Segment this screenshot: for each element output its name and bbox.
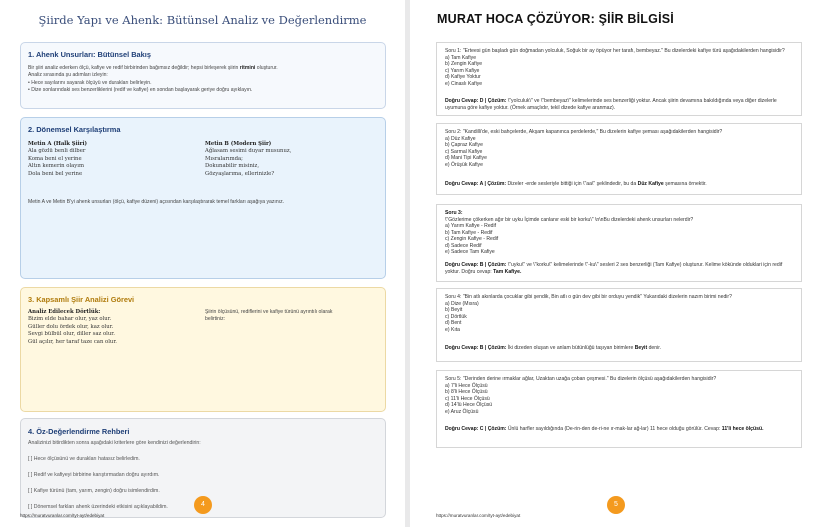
option: d) Bent <box>445 320 462 326</box>
option: a) 7'li Hece Ölçüsü <box>445 382 488 389</box>
analysis-poem <box>28 309 117 346</box>
question-text: Soru 5: "Derinden derine ırmaklar ağlar, Uzaktan uzağa çoban çeşmesi." Bu dizelerin ölçüsü aşağıdakilerden hangisidir? a) 7'li Hece Ölçüsü b) 8'li Hece Ölçüsü c) 11'li Hece Ölçüsü d) 14'lü Hece Ölçüsü e) Aruz Ölçüsü <box>445 376 795 415</box>
page-title: Şiirde Yapı ve Ahenk: Bütünsel Analiz ve Değerlendirme <box>38 13 367 27</box>
poem-title: Analiz Edilecek Dörtlük: <box>28 309 101 315</box>
option: b) Beyit <box>445 307 463 313</box>
answer-text: Doğru Cevap: B | Çözüm: İki dizeden oluşan ve anlam bütünlüğü taşıyan birimlere Beyit denir. <box>445 345 662 351</box>
question-text: Soru 1: "Erteesi gün başladı gün doğmadan yolculuk, Soğuk bir ay öpüyor her tarafı, bembeyaz." Bu dizelerdeki kafiye türü aşağıdakilerden hangisidir? a) Tam Kafiye b) Zengin Kafiye c) Yarım Kafiye d) Kafiye Yoktur e) Cinaslı Kafiye <box>445 48 795 87</box>
answer-text: Doğru Cevap: D | Çözüm: \"yolculuk\" ve \"bembeyaz\" kelimelerinde ses benzerliği yoktur. Ancak şiirin devamına bakıldığında veya diğer dizelerle uyumuna göre kafiye yoktur. (Örnek amaçlıdır, tekil dizede kafiye aranmaz). <box>445 98 777 111</box>
poem-title: Metin A (Halk Şiiri) <box>28 141 87 147</box>
bullet-item: • Dize sonlarındaki ses benzerliklerini (redif ve kafiye) en sondan başlayarak geriye doğru ayıklayın. <box>28 86 253 93</box>
page-left <box>0 0 405 527</box>
question-text: Soru 3: \"Gözlerime çökerken ağır bir uyku İçimde canlanır eski bir korku\" \n\nBu dizelerdeki ahenk unsurları nelerdir? a) Yarım Kafiye - Redif b) Tam Kafiye - Redif c) Zengin Kafiye - Redif d) Sadece Redif e) Sadece Tam Kafiye <box>445 210 795 256</box>
page-title: MURAT HOCA ÇÖZÜYOR: ŞİİR BİLGİSİ <box>437 12 674 26</box>
bullet-item: • Hece sayılarını sayarak ölçüyü ve durakları belirleyin. <box>28 79 152 86</box>
section-heading: 2. Dönemsel Karşılaştırma <box>28 125 121 134</box>
task-text: Şiirin ölçüsünü, rediflerini ve kafiye türünü ayrıntılı olarak belirtiniz: <box>205 309 333 323</box>
poem-b <box>205 141 291 178</box>
poem-title: Metin B (Modern Şiir) <box>205 141 272 147</box>
checklist-item[interactable]: [ ] Hece ölçüsünü ve durakları hatasız belirledim. <box>28 456 140 462</box>
answer-text: Doğru Cevap: B | Çözüm: \"uyku\" ve \"korku\" kelimelerinde \"-ku\" sesleri 2 ses benzerliği (Tam Kafiye) oluşturur. Kelime kökünde olduklari için redif yoktur. Doğru cevap: Tam Kafiye. <box>445 262 783 275</box>
section-heading: 1. Ahenk Unsurları: Bütünsel Bakış <box>28 50 151 59</box>
option: d) 14'lü Hece Ölçüsü <box>445 402 493 408</box>
question-card <box>436 204 802 282</box>
option: a) Düz Kafiye <box>445 135 476 142</box>
poem-line: Ağlasam sesimi duyar musunuz, <box>205 148 292 155</box>
section-body <box>28 65 378 94</box>
option: d) Mani Tipi Kafiye <box>445 155 487 161</box>
option: d) Sadece Redif <box>445 242 482 249</box>
option: b) Tam Kafiye - Redif <box>445 229 493 236</box>
option: c) Yarım Kafiye <box>445 67 480 74</box>
poem-line: Altın kemerin olayım <box>28 163 85 170</box>
poem-line: Sevgi bülbül olur, diller saz olur. <box>28 331 115 338</box>
question-card <box>436 42 802 116</box>
poem-a <box>28 141 87 178</box>
checklist-item[interactable]: [ ] Redif ve kafiyeyi birbirine karıştırmadan doğru ayırdım. <box>28 472 160 478</box>
page-number-badge: 5 <box>607 496 625 514</box>
paragraph: Bir şiiri analiz ederken ölçü, kafiye ve redif birbirinden bağımsız değildir; hepsi birleşerek şiirin ritmini oluşturur. <box>28 65 278 71</box>
section-heading: 3. Kapsamlı Şiir Analizi Görevi <box>28 295 135 304</box>
checklist-item[interactable]: [ ] Dönemsel farkları ahenk üzerindeki etkisini açıklayabildim. <box>28 504 168 510</box>
option: c) Zengin Kafiye - Redif <box>445 236 499 242</box>
section-kapsamli <box>20 287 386 412</box>
question-card <box>436 123 802 195</box>
option: b) Zengin Kafiye <box>445 61 483 67</box>
option: a) Tam Kafiye <box>445 54 477 61</box>
section-heading: 4. Öz-Değerlendirme Rehberi <box>28 427 130 436</box>
option: e) Sadece Tam Kafiye <box>445 249 495 255</box>
question-text: Soru 4: "Bin atlı akınlarda çocuklar gibi şendik, Bin atlı o gün dev gibi bir orduyu yendik" Yukarıdaki dizelerin nazım birimi nedir? a) Dize (Mısra) b) Beyit c) Dörtlük d) Bent e) Kıta <box>445 294 795 333</box>
option: a) Dize (Mısra) <box>445 300 479 307</box>
page-number-badge: 4 <box>194 496 212 514</box>
option: e) Kıta <box>445 326 461 333</box>
paragraph: Analiz sırasında şu adımları izleyin: <box>28 72 108 79</box>
poem-line: Gül açılır, her taraf taze can olur. <box>28 338 117 345</box>
instruction-text: Metin A ve Metin B'yi ahenk unsurları (ölçü, kafiye düzeni) açısından karşılaştırarak temel farkları aşağıya yazınız. <box>28 199 285 205</box>
option: e) Aruz Ölçüsü <box>445 408 479 415</box>
poem-line: Dokunabilir misiniz, <box>205 163 260 170</box>
option: a) Yarım Kafiye - Redif <box>445 223 497 229</box>
footer-url[interactable]: https://muratvuranlar.com/tyt-ayt/edebiyat <box>20 513 105 518</box>
poem-line: Güller dolu ördek olur, kaz olur. <box>28 323 114 330</box>
option: c) Dörtlük <box>445 313 467 320</box>
option: b) 8'li Hece Ölçüsü <box>445 389 488 395</box>
option: d) Kafiye Yoktur <box>445 74 481 80</box>
option: e) Cinaslı Kafiye <box>445 80 483 87</box>
question-text: Soru 2: "Kandilli'de, eski bahçelerde, Akşam kapanınca perdelerde," Bu dizelerin kafiye şeması aşağıdakilerden hangisidir? a) Düz Kafiye b) Çapraz Kafiye c) Sarmal Kafiye d) Mani Tipi Kafiye e) Örüşük Kafiye <box>445 129 795 168</box>
option: b) Çapraz Kafiye <box>445 142 483 148</box>
footer-url[interactable]: https://muratvuranlar.com/tyt-ayt/edebiyat <box>436 513 521 518</box>
option: c) Sarmal Kafiye <box>445 148 483 155</box>
poem-line: Ala gözlü benli dilber <box>28 148 86 155</box>
answer-text: Doğru Cevap: C | Çözüm: Ünlü harfler sayıldığında (De-rin-den de-ri-ne ır-mak-lar ağ-lar) 11 hece olduğu görülür. Cevap: 11'li hece ölçüsü. <box>445 426 764 432</box>
poem-line: Koma beni el yerine <box>28 155 82 162</box>
poem-line: Mısralarımda; <box>205 155 243 162</box>
poem-line: Bizim elde bahar olur, yaz olur. <box>28 316 112 323</box>
option: e) Örüşük Kafiye <box>445 161 483 168</box>
poem-line: Dola beni bel yerine <box>28 170 83 177</box>
checklist-item[interactable]: [ ] Kafiye türünü (tam, yarım, zengin) doğru isimlendirdim. <box>28 488 160 494</box>
poem-line: Gözyaşlarıma, ellerinizle? <box>205 170 275 177</box>
question-card <box>436 288 802 362</box>
question-card <box>436 370 802 448</box>
section-ahenk <box>20 42 386 109</box>
option: c) 11'li Hece Ölçüsü <box>445 395 490 402</box>
answer-text: Doğru Cevap: A | Çözüm: Dizeler -erde sesleriyle bittiği için \"aa\" şeklindedir, bu da Düz Kafiye şemasına örnektir. <box>445 181 707 187</box>
intro-text: Analizinizi bitirdikten sonra aşağıdaki kriterlere göre kendinizi değerlendirin: <box>28 440 201 446</box>
page-right <box>410 0 820 527</box>
section-donemsel <box>20 117 386 279</box>
